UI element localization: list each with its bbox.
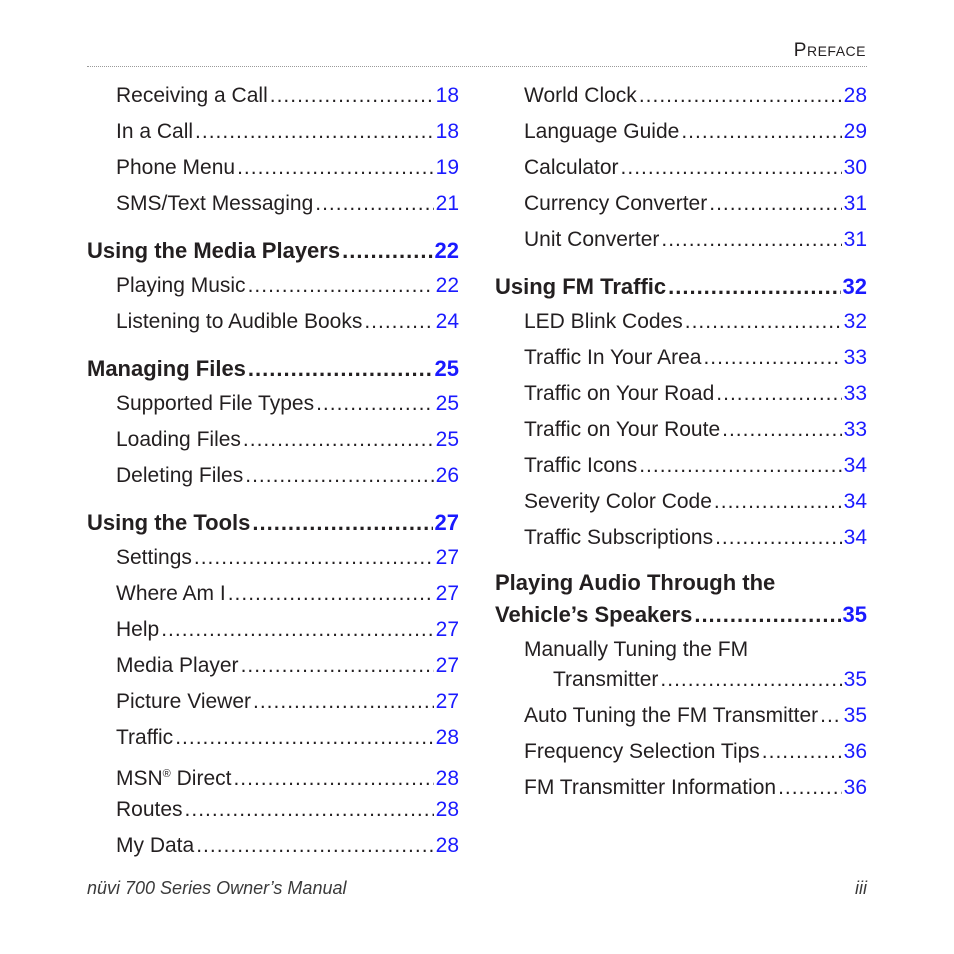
toc-entry[interactable]: MSN® Direct ..... 28 [87, 759, 459, 795]
header-first-letter: P [793, 40, 807, 61]
toc-entry[interactable]: Settings ..... 27 [87, 543, 459, 579]
page-link[interactable]: 28 [435, 798, 459, 821]
toc-section-tools[interactable]: Using the Tools ..... 27 [87, 505, 459, 543]
page-link[interactable]: 27 [435, 546, 459, 569]
page-link[interactable]: 25 [435, 392, 459, 415]
manual-title: nüvi 700 Series Owner’s Manual [87, 878, 347, 898]
toc-entry[interactable]: Unit Converter ..... 31 [495, 225, 867, 261]
page-footer [87, 878, 867, 899]
page-link[interactable]: 31 [843, 228, 867, 251]
page-link[interactable]: 30 [843, 156, 867, 179]
toc-entry[interactable]: Receiving a Call ..... 18 [87, 81, 459, 117]
toc-entry[interactable]: FM Transmitter Information ..... 36 [495, 773, 867, 809]
toc-left-column [87, 81, 459, 867]
toc-entry[interactable]: Playing Music ..... 22 [87, 271, 459, 307]
toc-section-fm-traffic[interactable]: Using FM Traffic ..... 32 [495, 269, 867, 307]
toc-entry[interactable]: Routes ..... 28 [87, 795, 459, 831]
toc-entry[interactable]: Traffic Subscriptions ..... 34 [495, 523, 867, 559]
toc-entry[interactable]: Picture Viewer ..... 27 [87, 687, 459, 723]
header-rest: REFACE [806, 43, 866, 59]
toc-section-media[interactable]: Using the Media Players ..... 22 [87, 233, 459, 271]
page-link[interactable]: 31 [843, 192, 867, 215]
page-link[interactable]: 24 [435, 310, 459, 333]
toc-entry[interactable]: Media Player ..... 27 [87, 651, 459, 687]
toc-entry[interactable]: Traffic on Your Road ..... 33 [495, 379, 867, 415]
page-link[interactable]: 34 [843, 526, 867, 549]
page-link[interactable]: 28 [435, 726, 459, 749]
page-link[interactable]: 27 [435, 654, 459, 677]
toc-entry[interactable]: Listening to Audible Books ..... 24 [87, 307, 459, 343]
toc-entry[interactable]: LED Blink Codes ..... 32 [495, 307, 867, 343]
header-rule [87, 66, 867, 67]
page-link[interactable]: 28 [435, 767, 459, 790]
section-title-line2: Vehicle’s Speakers ..... 35 [495, 599, 867, 631]
toc-entry[interactable]: Where Am I ..... 27 [87, 579, 459, 615]
page-link[interactable]: 27 [435, 618, 459, 641]
registered-mark: ® [162, 768, 171, 780]
page-link[interactable]: 25 [435, 428, 459, 451]
page-link[interactable]: 28 [435, 834, 459, 857]
page-link[interactable]: 35 [843, 668, 867, 691]
toc-entry[interactable]: Calculator ..... 30 [495, 153, 867, 189]
toc-entry[interactable]: Traffic on Your Route ..... 33 [495, 415, 867, 451]
page-link[interactable]: 18 [435, 120, 459, 143]
toc-entry-manual-tuning[interactable]: Manually Tuning the FM Transmitter ..... 35 [495, 635, 867, 701]
page-link[interactable]: 36 [843, 740, 867, 763]
page-link[interactable]: 21 [435, 192, 459, 215]
toc-entry[interactable]: Frequency Selection Tips ..... 36 [495, 737, 867, 773]
page-link[interactable]: 36 [843, 776, 867, 799]
toc-entry[interactable]: Language Guide ..... 29 [495, 117, 867, 153]
toc-entry[interactable]: In a Call ..... 18 [87, 117, 459, 153]
page-link[interactable]: 33 [843, 418, 867, 441]
page-link[interactable]: 27 [435, 690, 459, 713]
toc-entry[interactable]: Traffic In Your Area ..... 33 [495, 343, 867, 379]
toc-entry[interactable]: Help ..... 27 [87, 615, 459, 651]
toc-entry[interactable]: Supported File Types ..... 25 [87, 389, 459, 425]
toc-entry[interactable]: Currency Converter ..... 31 [495, 189, 867, 225]
page-link[interactable]: 33 [843, 382, 867, 405]
toc-entry[interactable]: World Clock ..... 28 [495, 81, 867, 117]
page-link[interactable]: 22 [434, 238, 459, 263]
page-link[interactable]: 33 [843, 346, 867, 369]
toc-entry[interactable]: Phone Menu ..... 19 [87, 153, 459, 189]
section-title-line1: Playing Audio Through the [495, 570, 776, 595]
toc-entry[interactable]: Severity Color Code ..... 34 [495, 487, 867, 523]
page-link[interactable]: 27 [434, 510, 459, 535]
page-link[interactable]: 25 [434, 356, 459, 381]
page-link[interactable]: 34 [843, 490, 867, 513]
page-link[interactable]: 19 [435, 156, 459, 179]
page-link[interactable]: 27 [435, 582, 459, 605]
page-link[interactable]: 29 [843, 120, 867, 143]
page-link[interactable]: 34 [843, 454, 867, 477]
toc-entry[interactable]: Traffic Icons ..... 34 [495, 451, 867, 487]
page-link[interactable]: 18 [435, 84, 459, 107]
page-link[interactable]: 35 [842, 602, 867, 627]
page-link[interactable]: 26 [435, 464, 459, 487]
toc-right-column [495, 81, 867, 809]
toc-section-files[interactable]: Managing Files ..... 25 [87, 351, 459, 389]
toc-entry[interactable]: Auto Tuning the FM Transmitter ..... 35 [495, 701, 867, 737]
page-link[interactable]: 32 [843, 310, 867, 333]
toc-entry[interactable]: Traffic ..... 28 [87, 723, 459, 759]
running-header [794, 40, 866, 62]
toc-entry[interactable]: My Data ..... 28 [87, 831, 459, 867]
page-link[interactable]: 22 [435, 274, 459, 297]
page-link[interactable]: 32 [842, 274, 867, 299]
toc-section-audio[interactable] [495, 567, 867, 631]
page-link[interactable]: 35 [843, 704, 867, 727]
toc-entry[interactable]: Deleting Files ..... 26 [87, 461, 459, 497]
page-link[interactable]: 28 [843, 84, 867, 107]
toc-entry[interactable]: SMS/Text Messaging ..... 21 [87, 189, 459, 225]
toc-entry[interactable]: Loading Files ..... 25 [87, 425, 459, 461]
page-number: iii [855, 878, 867, 898]
